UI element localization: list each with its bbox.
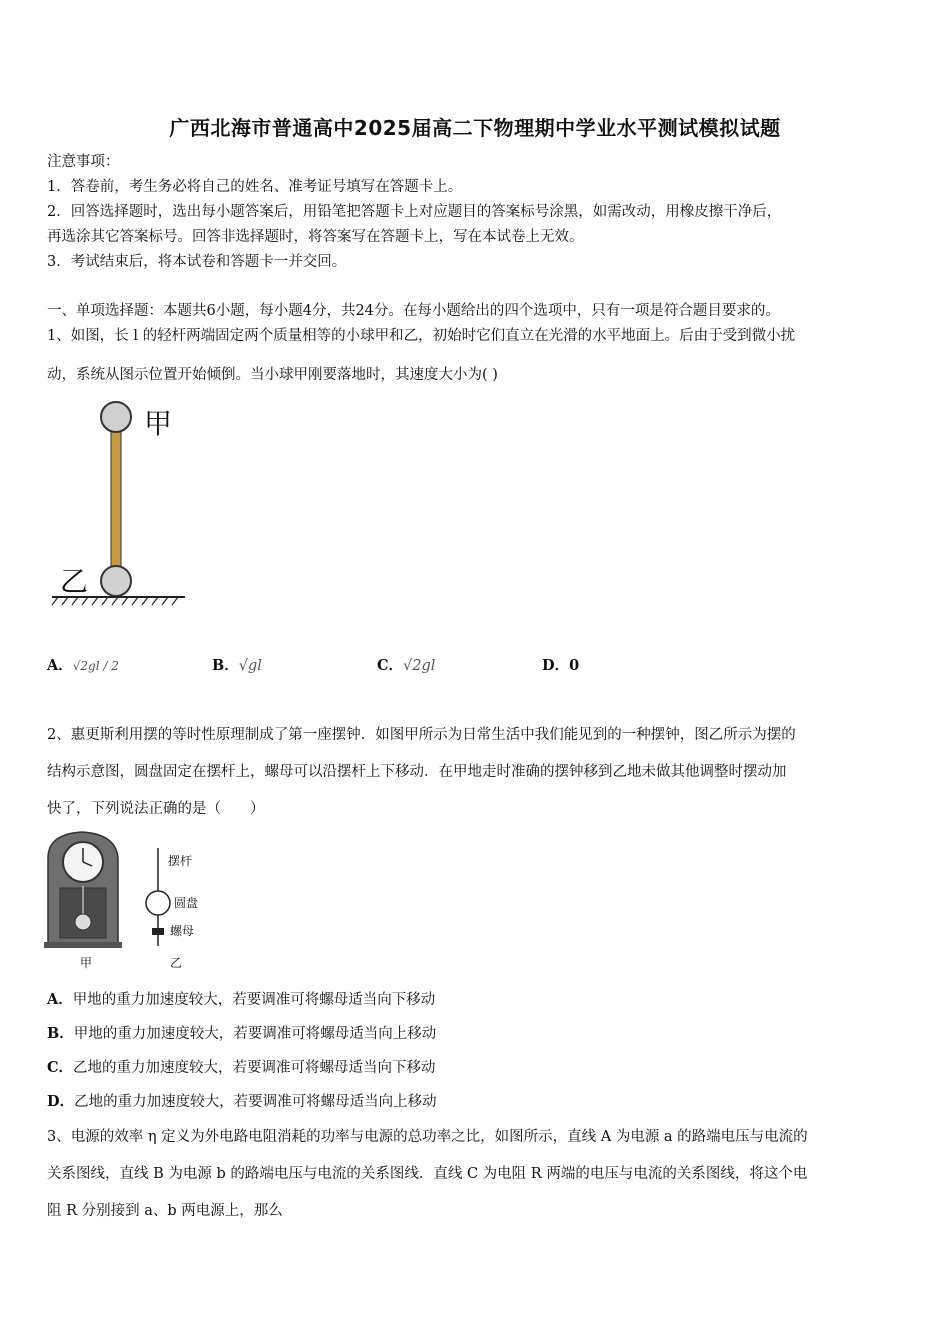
q1-rod-figure [50, 395, 190, 610]
page-title: 广西北海市普通高中2025届高二下物理期中学业水平测试模拟试题 [169, 116, 781, 140]
option-label: B． [47, 1025, 74, 1042]
option-label: A． [47, 657, 73, 674]
fig-label-bottom: 乙 [60, 565, 89, 598]
q3-stem-line: 关系图线，直线 B 为电源 b 的路端电压与电流的关系图线．直线 C 为电阻 R 两端的电压与电流的关系图线，将这个电 [47, 1166, 808, 1182]
option-text: √gl [238, 658, 262, 674]
option-text: 0 [569, 657, 580, 674]
q3-stem-line: 阻 R 分别接到 a、b 两电源上，那么 [47, 1203, 283, 1219]
option-text: 甲地的重力加速度较大，若要调准可将螺母适当向上移动 [73, 1026, 437, 1042]
fig-label-b: 乙 [170, 956, 183, 970]
notice-item: 1．答卷前，考生务必将自己的姓名、准考证号填写在答题卡上。 [47, 179, 463, 195]
option-text: 乙地的重力加速度较大，若要调准可将螺母适当向下移动 [73, 1060, 436, 1076]
option-label: D． [47, 1093, 75, 1110]
q1-option-b[interactable] [212, 656, 262, 676]
notice-heading: 注意事项： [47, 154, 120, 170]
ball-top-icon [101, 402, 131, 432]
option-text: √2gl / 2 [72, 659, 119, 673]
q1-option-a[interactable] [47, 656, 119, 676]
option-label: C． [377, 657, 404, 674]
option-text: 甲地的重力加速度较大，若要调准可将螺母适当向下移动 [72, 992, 436, 1008]
option-text: √2gl [403, 658, 436, 674]
q2-option-b[interactable] [47, 1024, 436, 1044]
q1-option-d[interactable] [542, 656, 579, 676]
notice-item: 3．考试结束后，将本试卷和答题卡一并交回。 [47, 254, 347, 270]
option-label: B． [212, 657, 239, 674]
fig-label-top: 甲 [144, 407, 173, 440]
fig-label-nut: 螺母 [170, 924, 195, 938]
ball-bottom-icon [101, 566, 131, 596]
q2-stem-line: 2、惠更斯利用摆的等时性原理制成了第一座摆钟．如图甲所示为日常生活中我们能见到的一种摆钟，图乙所示为摆的 [47, 727, 796, 743]
q2-option-d[interactable] [47, 1092, 437, 1112]
option-label: C． [47, 1059, 74, 1076]
option-text: 乙地的重力加速度较大，若要调准可将螺母适当向上移动 [74, 1094, 437, 1110]
section-heading: 一、单项选择题：本题共6小题，每小题4分，共24分。在每小题给出的四个选项中，只有一项是符合题目要求的。 [47, 303, 780, 319]
q3-stem-line: 3、电源的效率 η 定义为外电路电阻消耗的功率与电源的总功率之比，如图所示，直线 A 为电源 a 的路端电压与电流的 [47, 1129, 808, 1145]
q1-stem-line: 1、如图，长 l 的轻杆两端固定两个质量相等的小球甲和乙，初始时它们直立在光滑的水平地面上。后由于受到微小扰 [47, 328, 796, 344]
q2-option-c[interactable] [47, 1058, 436, 1078]
q2-stem-line: 快了，下列说法正确的是（ ） [47, 801, 265, 817]
q2-option-a[interactable] [47, 990, 435, 1010]
fig-label-a: 甲 [80, 956, 93, 970]
q2-clock-figure [42, 828, 212, 973]
option-label: A． [47, 991, 73, 1008]
fig-label-disk: 圆盘 [174, 896, 199, 910]
option-label: D． [542, 657, 570, 674]
notice-item: 再选涂其它答案标号。回答非选择题时，将答案写在答题卡上，写在本试卷上无效。 [47, 229, 584, 245]
q1-option-c[interactable] [377, 656, 435, 676]
q1-stem-line: 动，系统从图示位置开始倾倒。当小球甲刚要落地时，其速度大小为( ) [47, 367, 498, 383]
q2-stem-line: 结构示意图，圆盘固定在摆杆上，螺母可以沿摆杆上下移动．在甲地走时准确的摆钟移到乙地未做其他调整时摆动加 [47, 764, 787, 780]
fig-label-rod: 摆杆 [168, 854, 193, 868]
notice-item: 2．回答选择题时，选出每小题答案后，用铅笔把答题卡上对应题目的答案标号涂黑，如需改动，用橡皮擦干净后， [47, 204, 782, 220]
